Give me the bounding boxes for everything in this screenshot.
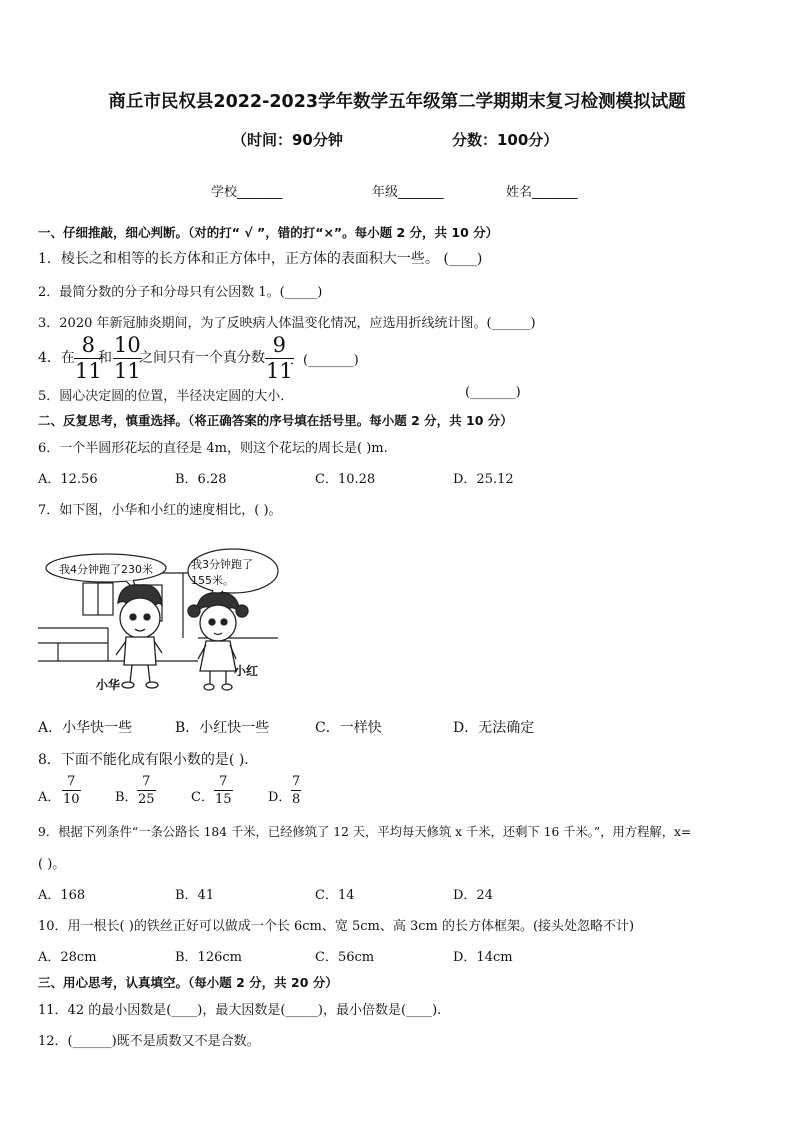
option-c-label: C． — [191, 790, 214, 805]
question-6-option-b: B．6.28 — [175, 472, 227, 487]
numerator: 7 — [67, 774, 76, 789]
question-7-option-a: A．小华快一些 — [38, 720, 133, 736]
bubble-2-line-1: 我3分钟跑了 — [191, 558, 253, 571]
option-b-label: B． — [115, 790, 138, 805]
question-6-option-c: C．10.28 — [315, 472, 376, 487]
question-2: 2．最简分数的分子和分母只有公因数 1。(_____) — [38, 285, 323, 300]
question-12: 12．(______)既不是质数又不是合数。 — [38, 1034, 260, 1049]
question-11: 11．42 的最小因数是(____)，最大因数是(_____)，最小倍数是(____). — [38, 1003, 442, 1018]
question-4-prefix: 4．在 — [38, 350, 75, 366]
question-10-option-a: A．28cm — [38, 950, 97, 965]
fraction-10-11 — [113, 335, 142, 382]
boy-figure — [116, 585, 162, 688]
question-9: 9．根据下列条件“一条公路长 184 千米，已经修筑了 12 天，平均每天修筑 x 千米，还剩下 16 千米。”，用方程解，x= — [38, 825, 692, 839]
score-label: 分数：100分） — [452, 131, 559, 149]
question-10-option-c: C．56cm — [315, 950, 375, 965]
denominator: 11 — [114, 359, 141, 383]
option-a-fraction — [62, 775, 81, 806]
denominator: 8 — [292, 792, 301, 807]
question-7: 7．如下图，小华和小红的速度相比，( )。 — [38, 503, 282, 518]
denominator: 11 — [75, 359, 102, 383]
denominator: 10 — [63, 792, 80, 807]
question-5-blank: (_______) — [465, 385, 521, 400]
question-10: 10．用一根长( )的铁丝正好可以做成一个长 6cm、宽 5cm、高 3cm 的长方体框架。(接头处忽略不计) — [38, 919, 635, 934]
question-7-option-b: B．小红快一些 — [175, 720, 270, 736]
section-3-heading: 三、用心思考，认真填空。（每小题 2 分，共 20 分） — [38, 975, 338, 990]
option-b-fraction — [137, 775, 156, 806]
name-field: 姓名_______ — [506, 185, 578, 200]
numerator: 7 — [292, 774, 301, 789]
option-c-fraction — [214, 775, 233, 806]
denominator: 25 — [138, 792, 155, 807]
girl-name-label: 小红 — [234, 664, 259, 678]
option-d-label: D． — [268, 790, 292, 805]
numerator: 7 — [142, 774, 151, 789]
question-5: 5．圆心决定圆的位置，半径决定圆的大小． — [38, 389, 294, 404]
question-9-blank: ( )。 — [38, 857, 66, 872]
question-10-option-d: D．14cm — [453, 950, 513, 965]
bubble-2-line-2: 155米。 — [191, 574, 234, 587]
time-label: （时间：90分钟 — [232, 131, 343, 149]
question-4-suffix: ．(_______) — [290, 353, 359, 368]
question-9-option-a: A．168 — [38, 888, 86, 903]
question-6-option-d: D．25.12 — [453, 472, 514, 487]
option-a-label: A． — [38, 790, 61, 805]
school-field: 学校_______ — [211, 185, 283, 200]
page-title: 商丘市民权县2022-2023学年数学五年级第二学期期末复习检测模拟试题 — [108, 92, 686, 112]
question-7-option-c: C．一样快 — [315, 720, 382, 736]
question-6-option-a: A．12.56 — [38, 472, 98, 487]
question-8: 8．下面不能化成有限小数的是( ). — [38, 752, 249, 768]
question-10-option-b: B．126cm — [175, 950, 242, 965]
numerator: 8 — [81, 333, 96, 357]
question-3: 3．2020 年新冠肺炎期间，为了反映病人体温变化情况，应选用折线统计图。(______) — [38, 316, 536, 331]
question-9-option-d: D．24 — [453, 888, 493, 903]
numerator: 7 — [219, 774, 228, 789]
numerator: 9 — [272, 333, 287, 357]
running-kids-illustration — [38, 543, 288, 698]
grade-field: 年级_______ — [372, 185, 444, 200]
numerator: 10 — [114, 333, 141, 357]
bubble-1-text: 我4分钟跑了230米 — [59, 563, 153, 576]
question-9-option-b: B．41 — [175, 888, 215, 903]
question-1: 1．棱长之和相等的长方体和正方体中，正方体的表面积大一些。 (____) — [38, 251, 483, 267]
question-4-mid: 之间只有一个真分数 — [139, 350, 265, 366]
denominator: 11 — [266, 359, 293, 383]
question-6: 6．一个半圆形花坛的直径是 4m，则这个花坛的周长是( )m. — [38, 441, 388, 456]
section-1-heading: 一、仔细推敲，细心判断。（对的打“ √ ”，错的打“×”。每小题 2 分，共 10 分） — [38, 225, 499, 240]
option-d-fraction — [291, 775, 301, 806]
boy-name-label: 小华 — [96, 678, 121, 692]
question-7-option-d: D．无法确定 — [453, 720, 535, 736]
denominator: 15 — [215, 792, 232, 807]
section-2-heading: 二、反复思考，慎重选择。（将正确答案的序号填在括号里。每小题 2 分，共 10 分） — [38, 413, 513, 428]
question-4-and: 和 — [98, 350, 112, 366]
question-9-option-c: C．14 — [315, 888, 355, 903]
